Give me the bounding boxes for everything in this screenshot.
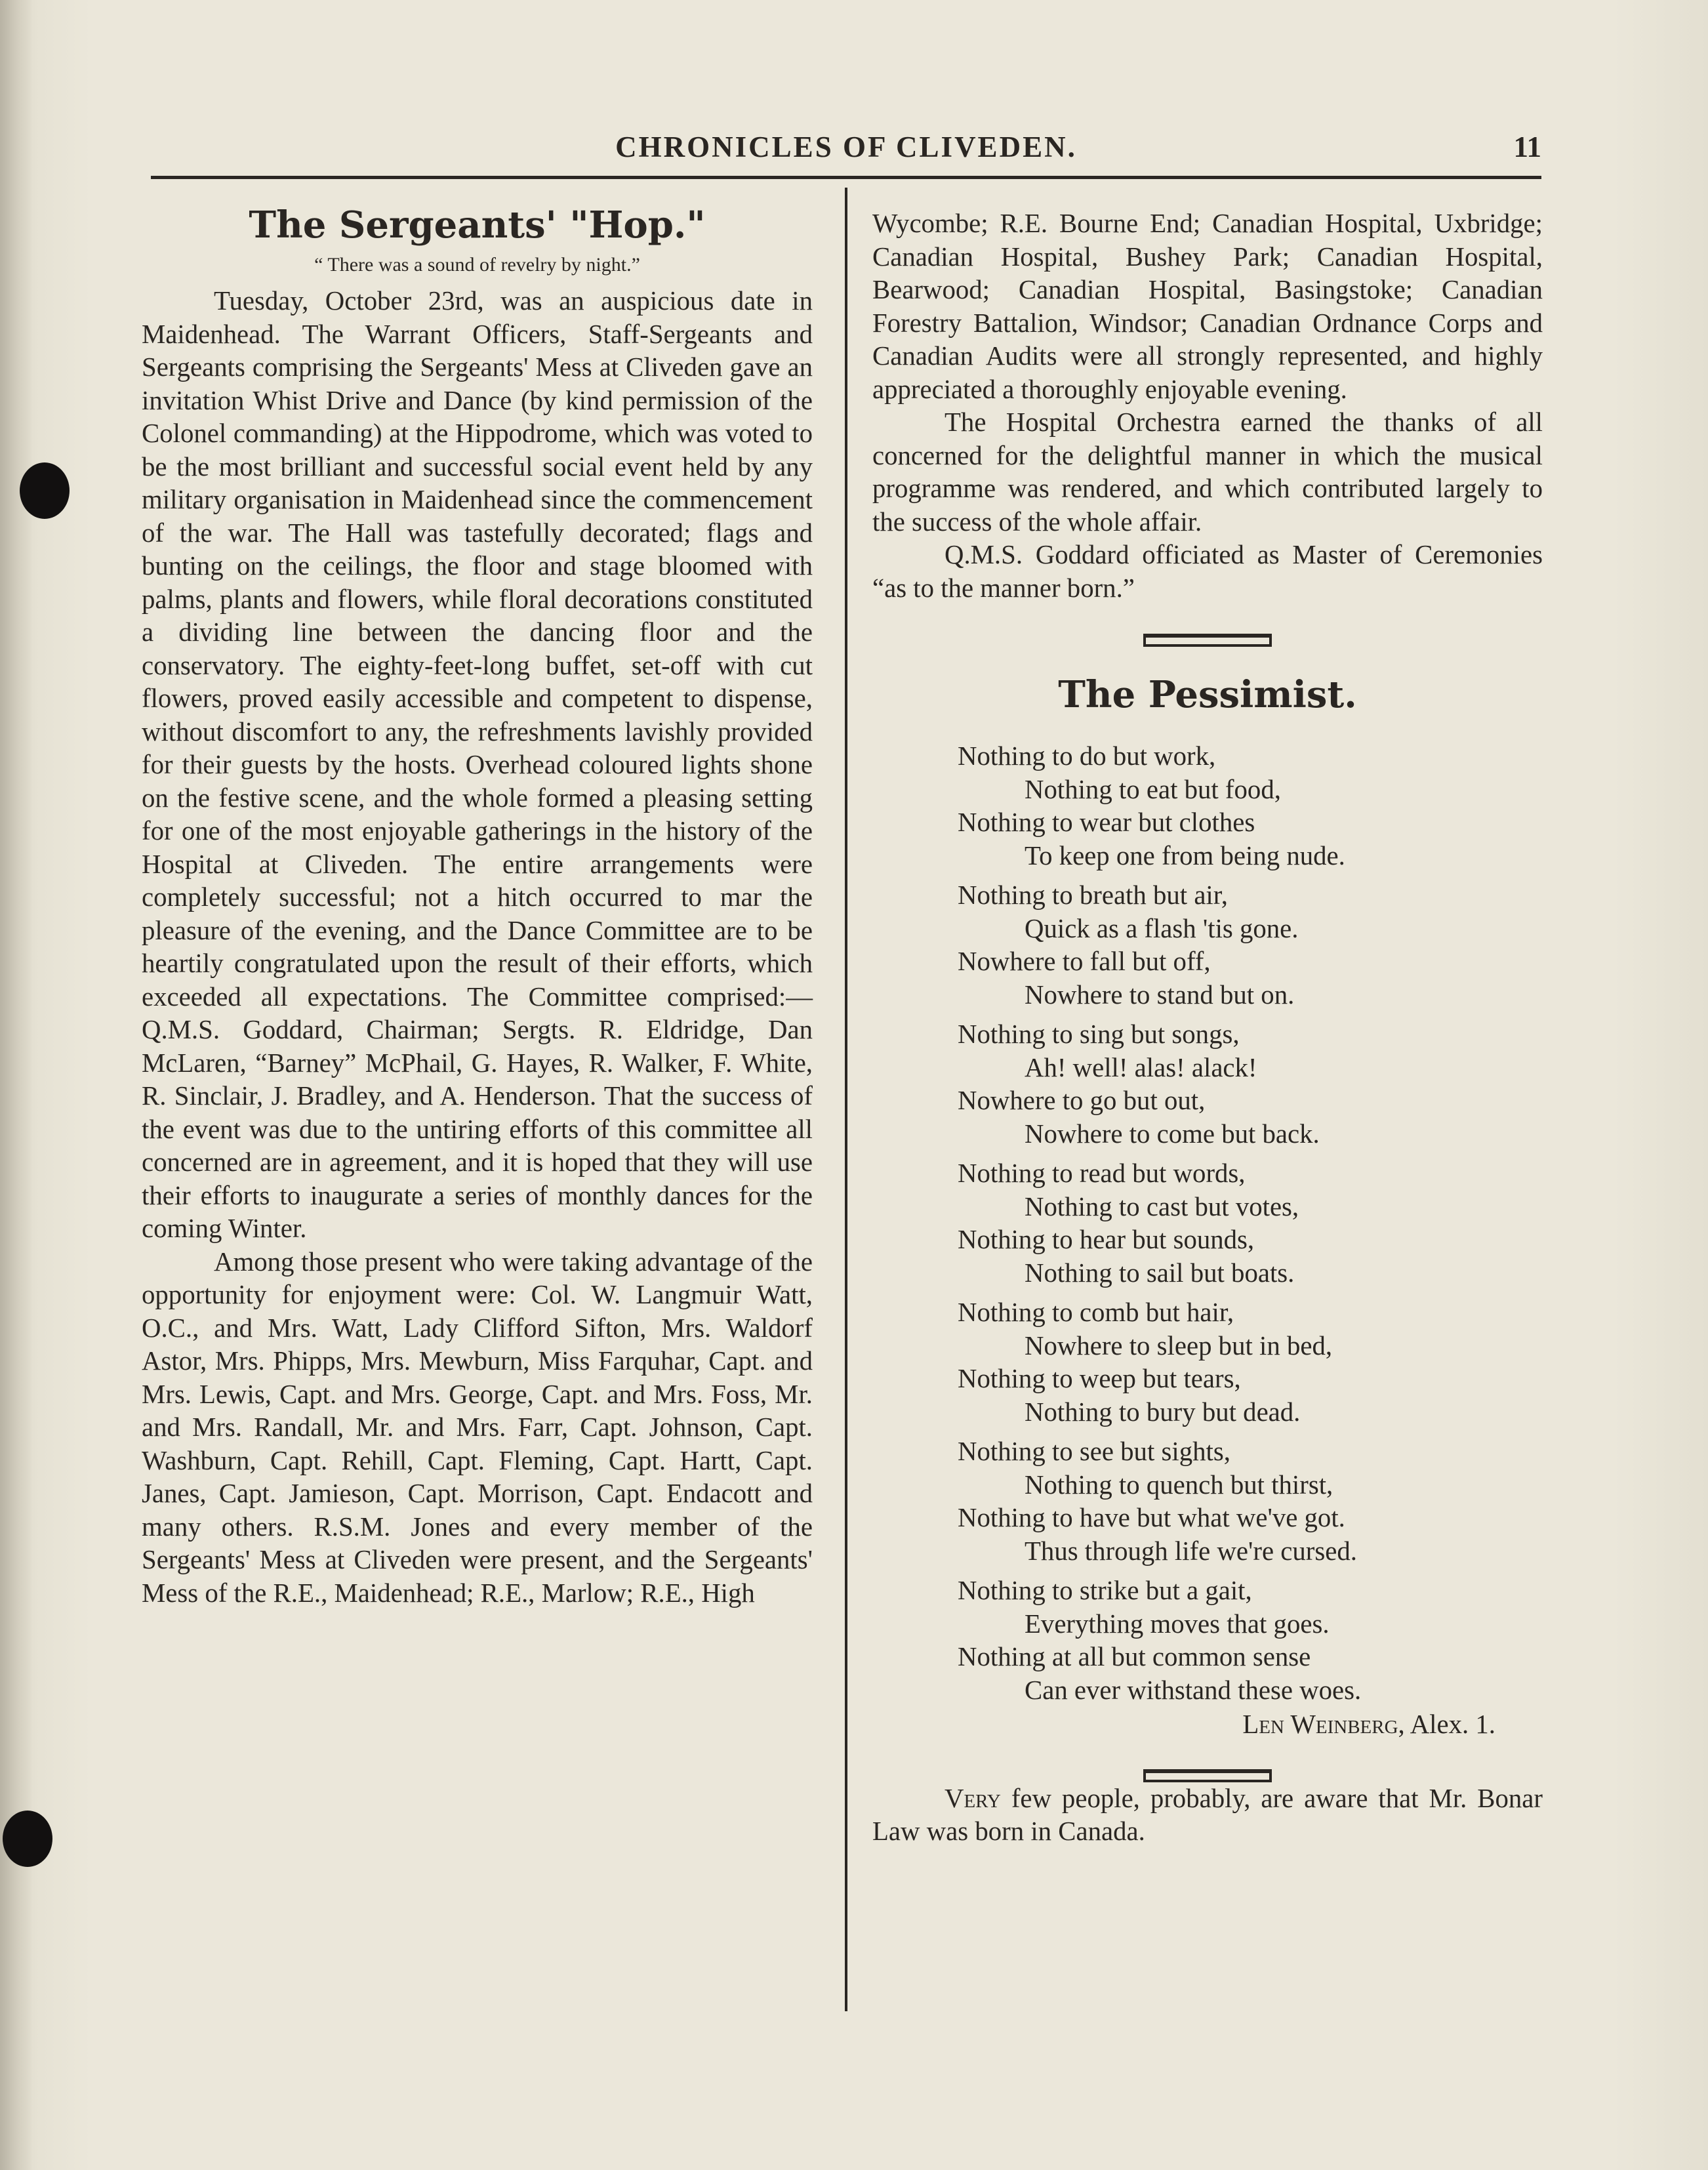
poem [872, 740, 1543, 1742]
column-divider [845, 188, 847, 2011]
bonar-law-note [872, 1782, 1543, 1849]
poem-line: Ah! well! alas! alack! [1025, 1052, 1257, 1082]
poem-author: Len Weinberg, [1242, 1709, 1405, 1739]
poem-stanza [958, 1157, 1543, 1290]
poem-line: Nothing to hear but sounds, [958, 1225, 1255, 1254]
article-paragraph-1: Tuesday, October 23rd, was an auspicious date in Maidenhead. The Warrant Officers, Staff-Sergeants and Sergeants comprising the Sergeants' Mess at Cliveden gave an invitation Whist Drive and Dance (by kind permission of the Colonel commanding) at the Hippodrome, which was voted to be the most brilliant and successful social event held by any military organisation in Maidenhead since the commencement of the war. The Hall was tastefully decorated; flags and bunting on the ceilings, the floor and stage bloomed with palms, plants and flowers, while floral decorations constituted a dividing line between the dancing floor and the conservatory. The eighty-feet-long buffet, set-off with cut flowers, proved easily accessible and competent to dispense, without discomfort to any, the refreshments lavishly provided for their guests by the hosts. Overhead coloured lights shone on the festive scene, and the whole formed a pleasing setting for one of the most enjoyable gatherings in the history of the Hospital at Cliveden. The entire arrangements were completely successful; not a hitch occurred to mar the pleasure of the evening, and the Dance Committee are to be heartily congratulated upon the result of their efforts, which exceeded all expectations. The Committee comprised:— Q.M.S. Goddard, Chairman; Sergts. R. Eldridge, Dan McLaren, “Barney” McPhail, G. Hayes, R. Walker, F. White, R. Sinclair, J. Bradley, and A. Henderson. That the success of the event was due to the untiring efforts of this committee all concerned are in agreement, and it is hoped that they will use their efforts to inaugurate a series of monthly dances for the coming Winter. [142, 286, 813, 1243]
poem-line: Nothing at all but common sense [958, 1642, 1311, 1671]
poem-line: Nowhere to sleep but in bed, [1025, 1330, 1333, 1361]
section-ornament [1143, 1769, 1272, 1782]
poem-stanza [958, 1296, 1543, 1429]
orchestra-paragraph: The Hospital Orchestra earned the thanks of all concerned for the delightful manner in which the musical programme was rendered, and which contributed largely to the success of the whole affair. [872, 407, 1543, 537]
poem-line: Nothing to see but sights, [958, 1437, 1230, 1466]
poem-line: Nowhere to stand but on. [1025, 979, 1295, 1010]
poem-line: Nothing to wear but clothes [958, 808, 1255, 837]
article-title: The Sergeants' "Hop." [249, 203, 706, 247]
right-column [872, 207, 1543, 1849]
note-text: few people, probably, are aware that Mr. Bonar Law was born in Canada. [872, 1783, 1543, 1846]
page-header [151, 125, 1541, 177]
note-lead-word: Very [945, 1783, 1001, 1813]
section-ornament [1143, 634, 1272, 647]
poem-line: Nothing to breath but air, [958, 880, 1228, 910]
poem-line: Nowhere to go but out, [958, 1086, 1206, 1115]
page-number: 11 [1513, 131, 1541, 163]
poem-line: Nothing to strike but a gait, [958, 1576, 1252, 1605]
poem-line: Nothing to bury but dead. [1025, 1397, 1301, 1427]
punch-hole-upper [20, 462, 70, 519]
article-continuation: Wycombe; R.E. Bourne End; Canadian Hospital, Uxbridge; Canadian Hospital, Bushey Park; Canadian Hospital, Bearwood; Canadian Hospital, Basingstoke; Canadian Forestry Battalion, Windsor; Canadian Ordnance Corps and Canadian Audits were all strongly represented, and highly appreciated a thoroughly enjoyable evening. [872, 209, 1543, 404]
ceremonies-paragraph: Q.M.S. Goddard officiated as Master of Ceremonies “as to the manner born.” [872, 540, 1543, 603]
poem-line: Nowhere to come but back. [1025, 1118, 1320, 1149]
poem-line: Nothing to read but words, [958, 1158, 1246, 1188]
poem-line: Nothing to sing but songs, [958, 1019, 1240, 1049]
poem-author-unit: Alex. 1. [1410, 1709, 1495, 1739]
running-title: CHRONICLES OF CLIVEDEN. [615, 131, 1077, 163]
punch-hole-lower [3, 1811, 52, 1867]
poem-line: Nothing to sail but boats. [1025, 1258, 1295, 1288]
article-paragraph-2: Among those present who were taking advantage of the opportunity for enjoyment were: Col. W. Langmuir Watt, O.C., and Mrs. Watt, Lady Clifford Sifton, Mrs. Waldorf Astor, Mrs. Phipps, Mrs. Mewburn, Miss Farquhar, Capt. and Mrs. Lewis, Capt. and Mrs. George, Capt. and Mrs. Foss, Mr. and Mrs. Randall, Mr. and Mrs. Farr, Capt. Johnson, Capt. Washburn, Capt. Rehill, Capt. Fleming, Capt. Hartt, Capt. Janes, Capt. Jamieson, Capt. Morrison, Capt. Endacott and many others. R.S.M. Jones and every member of the Sergeants' Mess at Cliveden were present, and the Sergeants' Mess of the R.E., Maidenhead; R.E., Marlow; R.E., High [142, 1246, 813, 1608]
poem-stanza [958, 740, 1543, 872]
poem-line: Nothing to weep but tears, [958, 1364, 1241, 1393]
poem-line: Nothing to have but what we've got. [958, 1503, 1345, 1532]
poem-line: Nothing to cast but votes, [1025, 1191, 1299, 1221]
poem-line: Nothing to comb but hair, [958, 1298, 1234, 1327]
poem-stanza [958, 879, 1543, 1012]
article-epigraph: “ There was a sound of revelry by night.” [314, 254, 640, 276]
poem-signature [872, 1708, 1543, 1742]
poem-line: Nothing to do but work, [958, 741, 1216, 771]
poem-stanza [958, 1018, 1543, 1151]
left-column [142, 202, 813, 1610]
header-rule [151, 176, 1541, 179]
poem-line: Everything moves that goes. [1025, 1608, 1330, 1639]
poem-line: Nowhere to fall but off, [958, 947, 1211, 976]
poem-stanza [958, 1435, 1543, 1568]
poem-line: Nothing to quench but thirst, [1025, 1469, 1333, 1500]
poem-line: Nothing to eat but food, [1025, 774, 1281, 804]
poem-line: Quick as a flash 'tis gone. [1025, 913, 1299, 943]
poem-line: To keep one from being nude. [1025, 840, 1345, 870]
poem-stanza [958, 1574, 1543, 1707]
poem-line: Thus through life we're cursed. [1025, 1536, 1357, 1566]
poem-title: The Pessimist. [1058, 673, 1357, 716]
poem-line: Can ever withstand these woes. [1025, 1675, 1362, 1705]
